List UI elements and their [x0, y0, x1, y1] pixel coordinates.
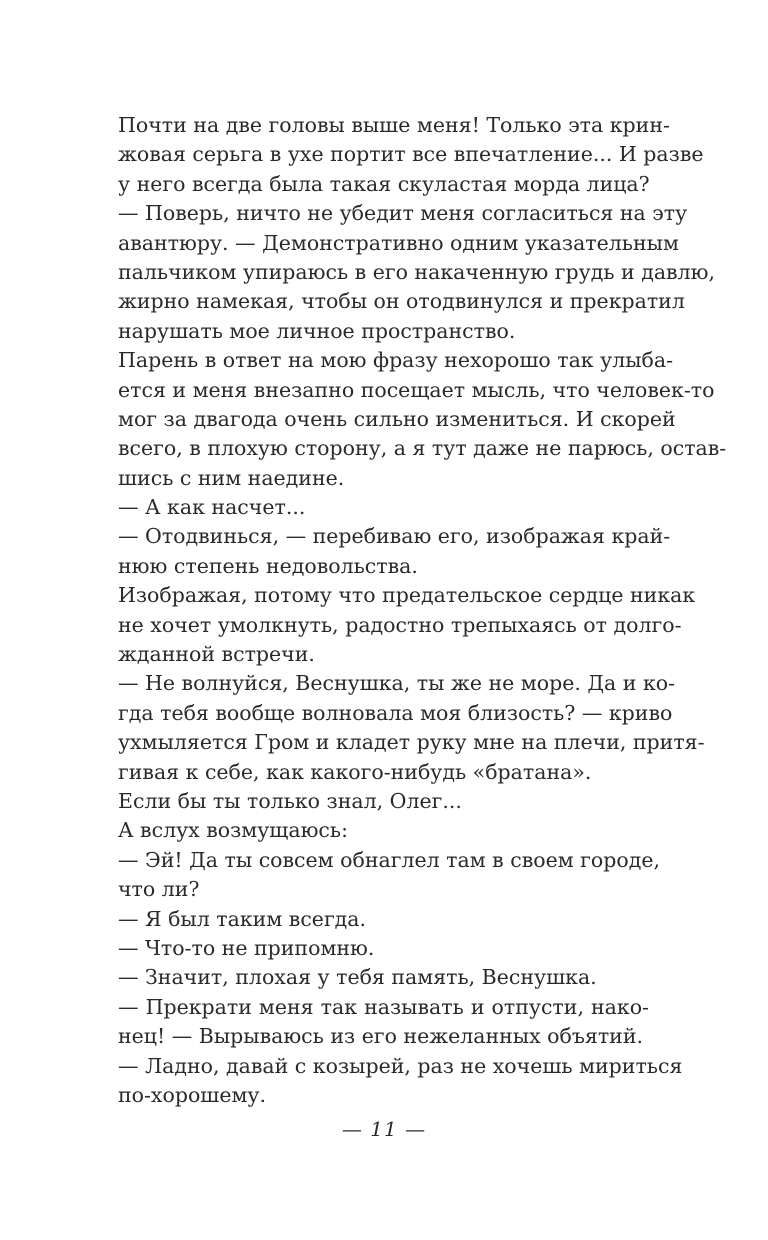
text-line: по-хорошему. [118, 1082, 267, 1107]
text-line: гивая к себе, как какого-нибудь «братана». [118, 759, 592, 784]
text-line: А вслух возмущаюсь: [118, 818, 348, 843]
text-line: у него всегда была такая скуластая морда лица? [118, 171, 650, 196]
text-line: жовая серьга в ухе портит все впечатление... И разве [118, 142, 704, 167]
text-line: — Что-то не припомню. [118, 935, 375, 960]
text-line: шись с ним наедине. [118, 465, 345, 490]
text-line: мог за двагода очень сильно измениться. И скорей [118, 406, 676, 431]
text-line: — Прекрати меня так называть и отпусти, нако- [118, 994, 649, 1019]
text-line: — Отодвинься, — перебиваю его, изображая край- [118, 524, 671, 549]
text-line: Если бы ты только знал, Олег... [118, 788, 462, 813]
text-line: нарушать мое личное пространство. [118, 318, 516, 343]
text-line: — Я был таким всегда. [118, 906, 367, 931]
text-line: жирно намекая, чтобы он отодвинулся и прекратил [118, 289, 685, 314]
text-line: ухмыляется Гром и кладет руку мне на плечи, притя- [118, 730, 705, 755]
page-number: — 11 — [341, 1117, 427, 1141]
text-line: нец! — Вырываюсь из его нежеланных объятий. [118, 1024, 644, 1049]
text-line: — Поверь, ничто не убедит меня согласиться на эту [118, 201, 688, 226]
text-line: гда тебя вообще волновала моя близость? — криво [118, 700, 673, 725]
text-line: пальчиком упираюсь в его накаченную грудь и давлю, [118, 259, 715, 284]
book-page-text [118, 111, 727, 1110]
text-line: — Не волнуйся, Веснушка, ты же не море. Да и ко- [118, 671, 676, 696]
text-line: нюю степень недовольства. [118, 553, 418, 578]
text-line: — А как насчет... [118, 495, 306, 520]
text-line: — Ладно, давай с козырей, раз не хочешь мириться [118, 1053, 683, 1078]
text-line: ется и меня внезапно посещает мысль, что человек-то [118, 377, 715, 402]
text-line: Изображая, потому что предательское сердце никак [118, 583, 696, 608]
text-line: всего, в плохую сторону, а я тут даже не парюсь, остав- [118, 436, 727, 461]
text-line: — Значит, плохая у тебя память, Веснушка. [118, 965, 597, 990]
text-line: жданной встречи. [118, 642, 315, 667]
text-line: авантюру. — Демонстративно одним указательным [118, 230, 679, 255]
text-line: Парень в ответ на мою фразу нехорошо так улыба- [118, 348, 674, 373]
text-line: — Эй! Да ты совсем обнаглел там в своем городе, [118, 847, 660, 872]
text-line: не хочет умолкнуть, радостно трепыхаясь от долго- [118, 612, 682, 637]
text-line: что ли? [118, 877, 200, 902]
text-line: Почти на две головы выше меня! Только эта крин- [118, 113, 670, 137]
